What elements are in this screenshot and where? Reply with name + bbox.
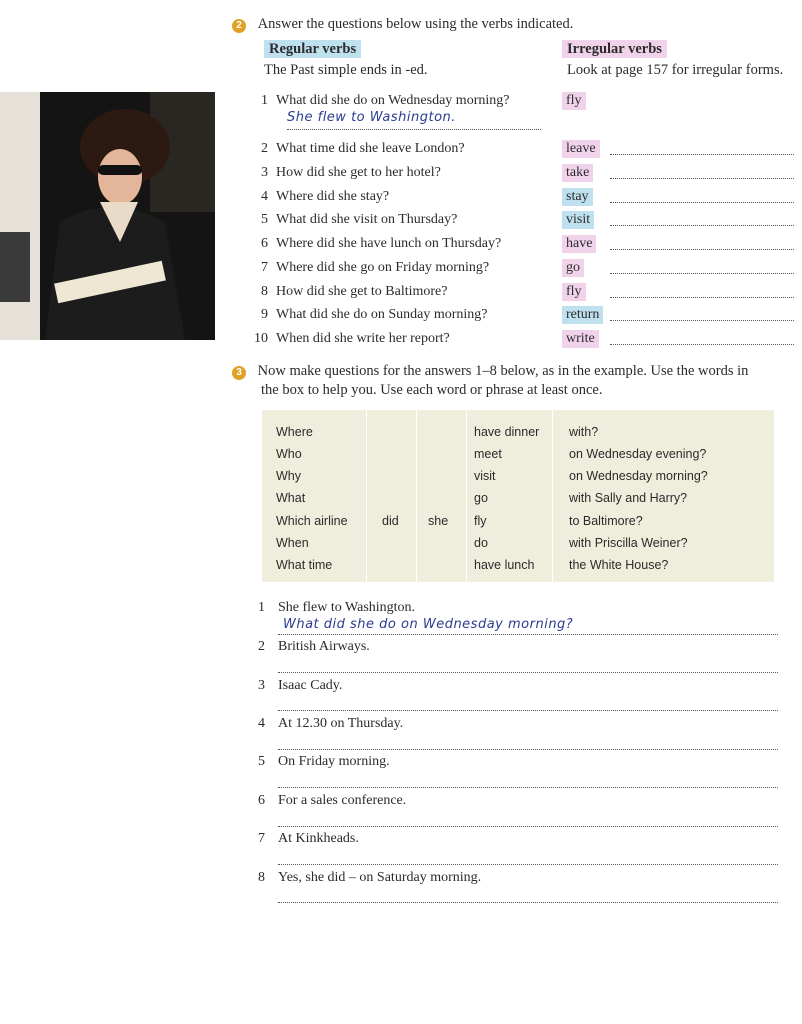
example-question: What did she do on Wednesday morning?: [283, 617, 574, 632]
answer-item-1: 1 She flew to Washington.: [258, 600, 416, 615]
answer-line-3[interactable]: [610, 177, 794, 179]
woman-reading-photo: [0, 92, 215, 340]
ex2-badge: 2: [232, 19, 246, 33]
verb-8: fly: [562, 283, 586, 301]
word-box: [262, 410, 774, 582]
question-line-6[interactable]: [278, 825, 778, 827]
question-7: 7 Where did she go on Friday morning?: [261, 260, 490, 275]
answer-line-4[interactable]: [610, 201, 794, 203]
verb-6: have: [562, 235, 596, 253]
answer-item-6: 6 For a sales conference.: [258, 793, 407, 808]
word-when: When: [276, 536, 309, 550]
question-line-7[interactable]: [278, 863, 778, 865]
answer-line-8[interactable]: [610, 296, 794, 298]
question-line-5[interactable]: [278, 786, 778, 788]
irregular-verbs-note: Look at page 157 for irregular forms.: [567, 62, 784, 78]
answer-item-5: 5 On Friday morning.: [258, 754, 390, 769]
phrase-priscilla: with Priscilla Weiner?: [569, 536, 688, 550]
verb-have-dinner: have dinner: [474, 425, 540, 439]
regular-verbs-label: Regular verbs: [264, 40, 361, 59]
verb-7: go: [562, 259, 584, 277]
verb-9: return: [562, 306, 603, 324]
verb-go: go: [474, 491, 488, 505]
answer-line-10[interactable]: [610, 343, 794, 345]
example-answer: She flew to Washington.: [287, 110, 456, 125]
ex2-instruction: Answer the questions below using the verbs indicated.: [257, 16, 574, 32]
ex3-badge: 3: [232, 366, 246, 380]
ex2-instruction-row: [232, 15, 573, 34]
question-3: 3 How did she get to her hotel?: [261, 165, 441, 180]
question-2: 2 What time did she leave London?: [261, 141, 465, 156]
phrase-white-house: the White House?: [569, 558, 669, 572]
verb-visit: visit: [474, 469, 496, 483]
answer-line-6[interactable]: [610, 248, 794, 250]
question-line-3[interactable]: [278, 709, 778, 711]
word-what-time: What time: [276, 558, 333, 572]
question-line-4[interactable]: [278, 748, 778, 750]
answer-line-7[interactable]: [610, 272, 794, 274]
answer-line-2[interactable]: [610, 153, 794, 155]
word-which-airline: Which airline: [276, 514, 348, 528]
question-line-1[interactable]: [278, 633, 778, 635]
answer-line-9[interactable]: [610, 319, 794, 321]
word-where: Where: [276, 425, 313, 439]
word-who: Who: [276, 447, 302, 461]
answer-item-4: 4 At 12.30 on Thursday.: [258, 716, 404, 731]
verb-meet: meet: [474, 447, 502, 461]
question-8: 8 How did she get to Baltimore?: [261, 284, 448, 299]
question-6: 6 Where did she have lunch on Thursday?: [261, 236, 502, 251]
verb-have-lunch: have lunch: [474, 558, 535, 572]
question-10: 10 When did she write her report?: [254, 331, 450, 346]
word-she: she: [428, 514, 449, 528]
ex3-instruction: 3 Now make questions for the answers 1–8 below, as in the example. Use the words in the box to help you. Use each word or phrase at least once.: [232, 362, 797, 400]
word-why: Why: [276, 469, 301, 483]
question-4: 4 Where did she stay?: [261, 189, 390, 204]
answer-item-2: 2 British Airways.: [258, 639, 370, 654]
verb-2: leave: [562, 140, 600, 158]
answer-item-8: 8 Yes, she did – on Saturday morning.: [258, 870, 482, 885]
regular-verbs-note: The Past simple ends in -ed.: [264, 62, 428, 78]
phrase-wed-morning: on Wednesday morning?: [569, 469, 708, 483]
answer-line-1[interactable]: [287, 128, 541, 130]
question-1: 1 What did she do on Wednesday morning?: [261, 93, 510, 108]
irregular-verbs-label: Irregular verbs: [562, 40, 667, 59]
verb-fly: fly: [474, 514, 487, 528]
question-line-2[interactable]: [278, 671, 778, 673]
verb-3: take: [562, 164, 593, 182]
answer-item-3: 3 Isaac Cady.: [258, 678, 343, 693]
verb-4: stay: [562, 188, 593, 206]
word-what: What: [276, 491, 306, 505]
question-9: 9 What did she do on Sunday morning?: [261, 307, 488, 322]
question-line-8[interactable]: [278, 901, 778, 903]
verb-5: visit: [562, 211, 594, 229]
word-did: did: [382, 514, 399, 528]
phrase-baltimore: to Baltimore?: [569, 514, 643, 528]
verb-10: write: [562, 330, 599, 348]
question-5: 5 What did she visit on Thursday?: [261, 212, 458, 227]
phrase-sally-harry: with Sally and Harry?: [569, 491, 688, 505]
answer-item-7: 7 At Kinkheads.: [258, 831, 359, 846]
verb-do: do: [474, 536, 488, 550]
verb-1: fly: [562, 92, 586, 110]
answer-line-5[interactable]: [610, 224, 794, 226]
phrase-with: with?: [569, 425, 599, 439]
phrase-wed-evening: on Wednesday evening?: [569, 447, 707, 461]
